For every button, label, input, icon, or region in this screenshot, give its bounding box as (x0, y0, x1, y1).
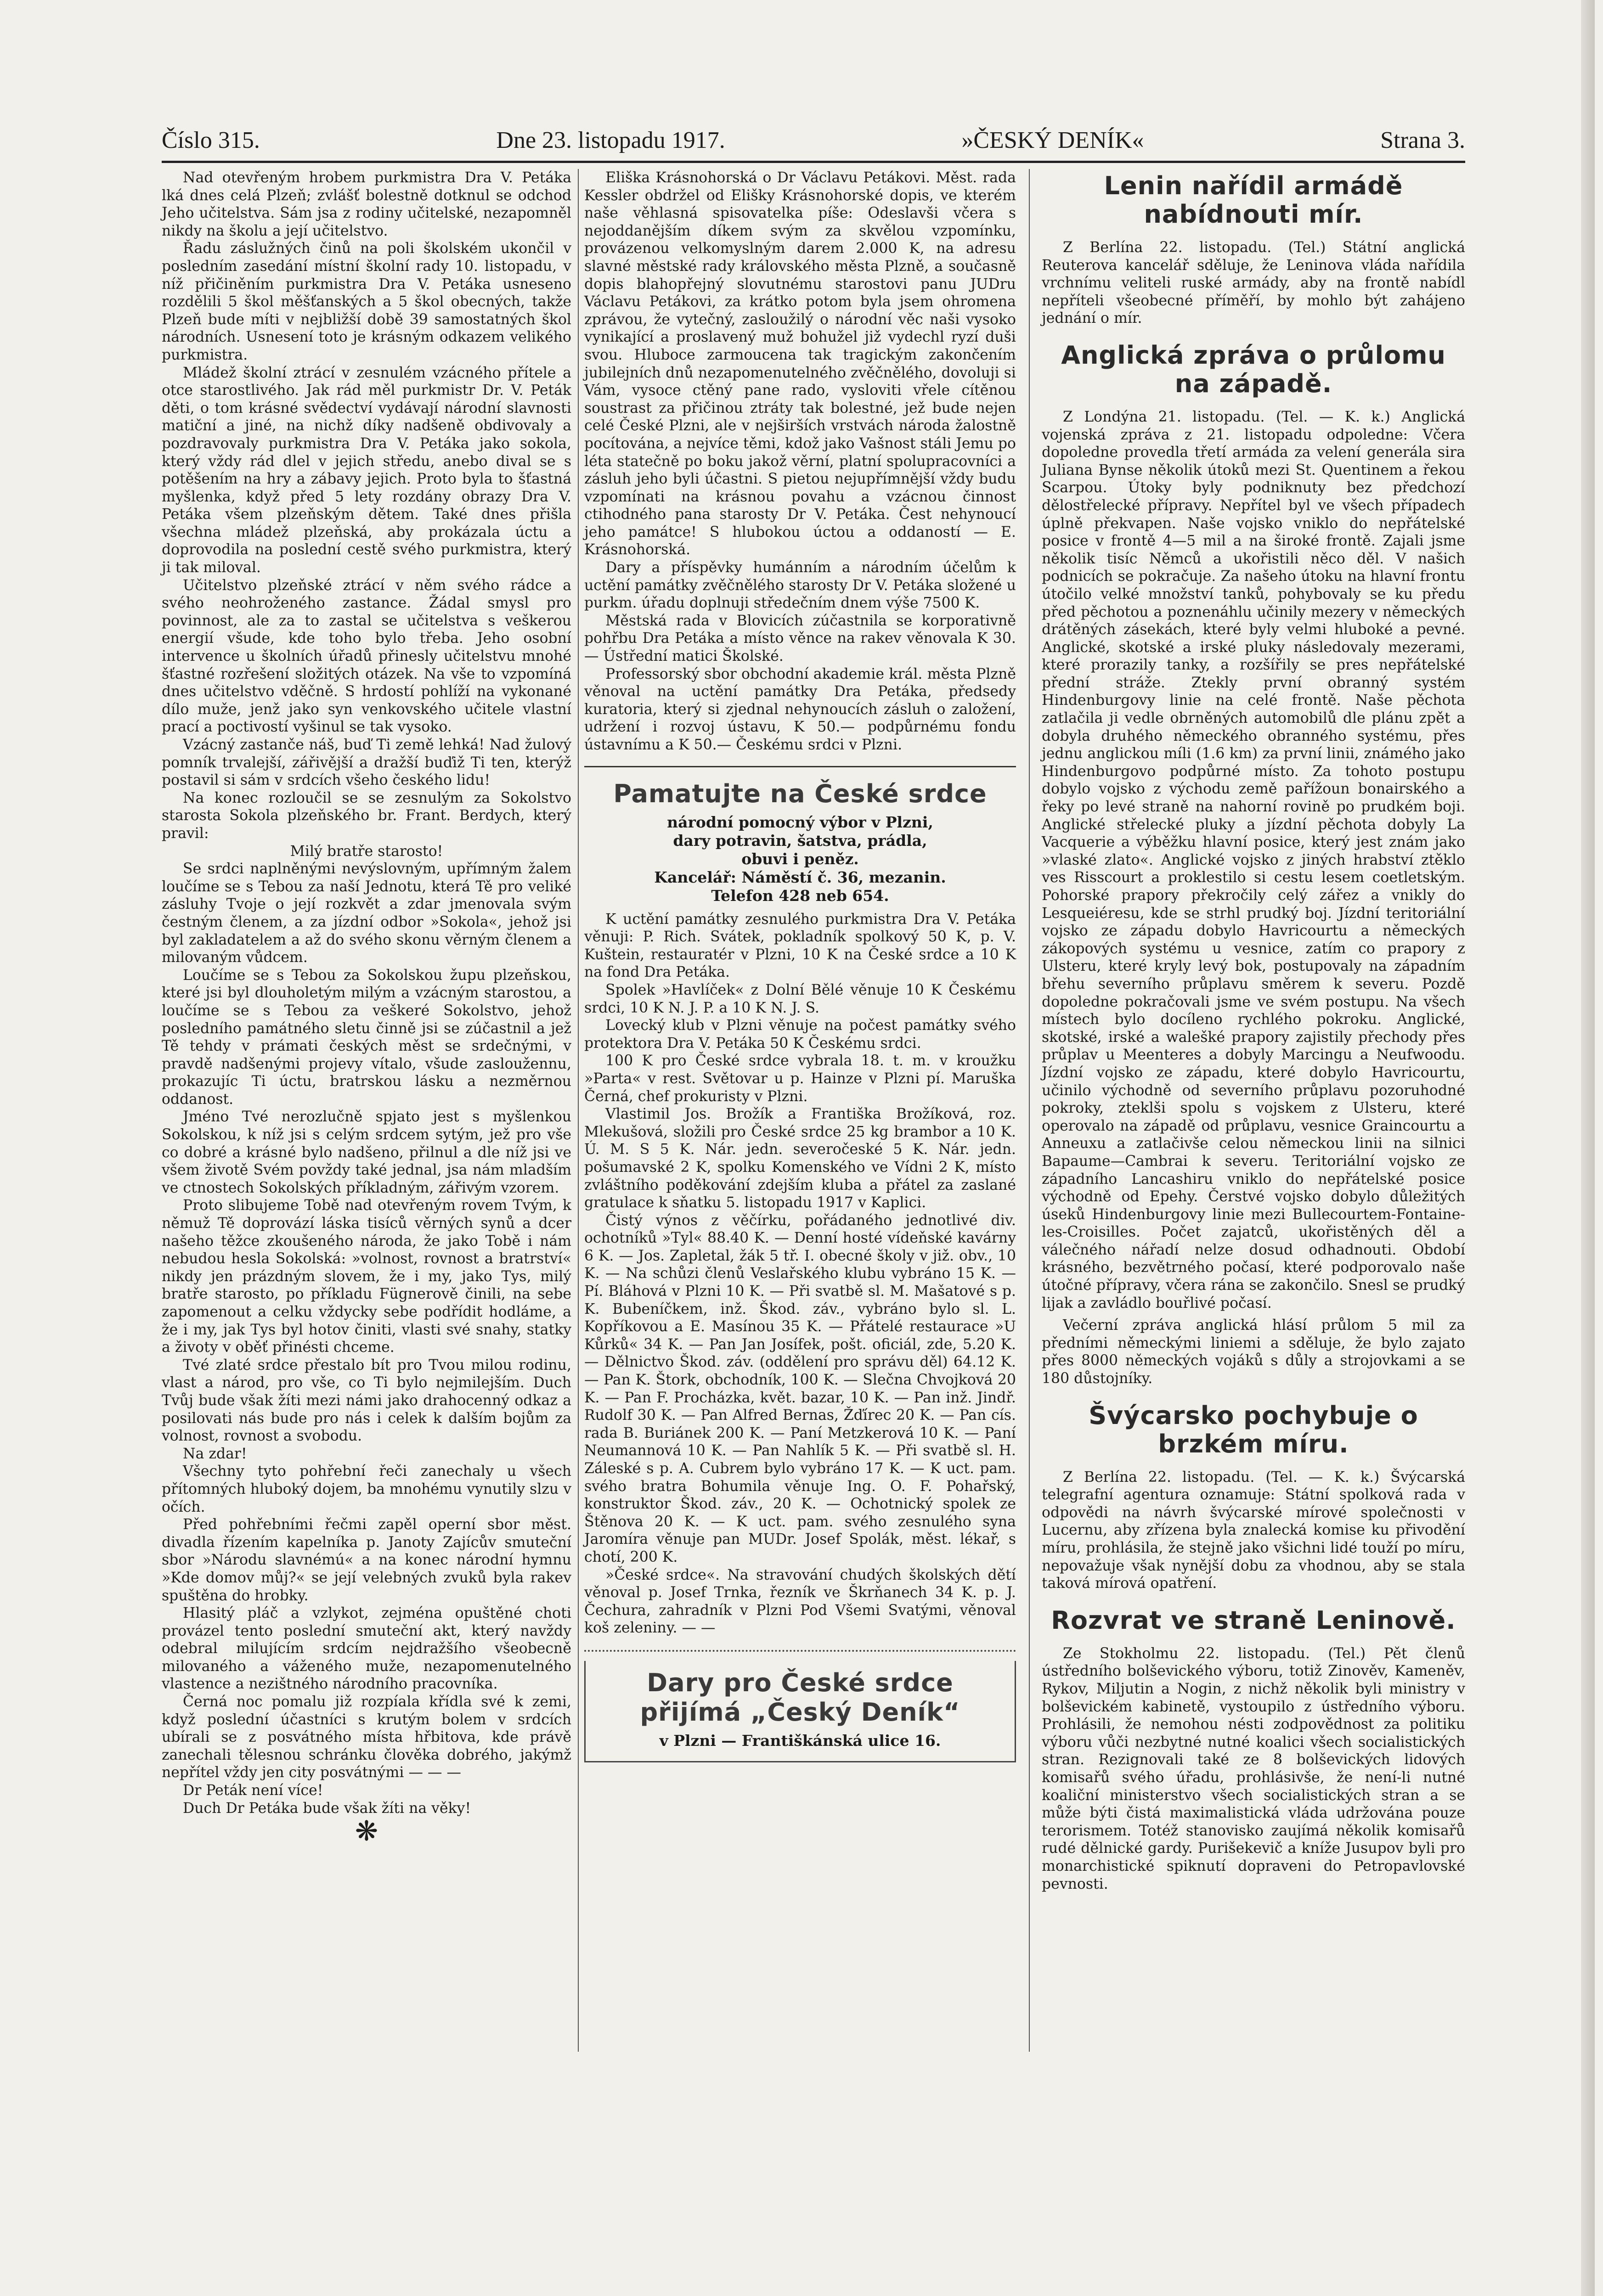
column-1 (162, 169, 571, 1848)
paragraph: »České srdce«. Na stravování chudých školských dětí věnoval p. Josef Trnka, řezník ve Škrňanech 34 K. p. J. Čechura, zahradník v Plzni Pod Všemi Svatými, věnoval koš zeleniny. — — (584, 1566, 1016, 1637)
notice-line: národní pomocný výbor v Plzni, (667, 813, 933, 831)
end-mark: ❋ (355, 1815, 378, 1848)
paragraph: Loučíme se s Tebou za Sokolskou župu plzeňskou, které jsi byl dlouholetým milým a vzácným starostou, a loučíme se s Tebou za veškeré Sokolstvo, jehož posledního památného sletu činně jsi se zúčastnil a jež Tě tehdy v prámati českých měst se srdečnými, v pravdě nadšenými projevy vítalo, všude zasloužennu, prokazujíc Ti úctu, bratrskou lásku a nezměrnou oddanost. (162, 967, 571, 1108)
ad-title: Dary pro České srdce (647, 1668, 954, 1697)
ad-rule (584, 1650, 1016, 1652)
headline: Švýcarsko pochybuje o brzkém míru. (1089, 1401, 1418, 1458)
notice-line: Kancelář: Náměstí č. 36, mezanin. (654, 868, 946, 886)
paragraph: Dr Peták není více! (183, 1782, 323, 1799)
issue-number: Číslo 315. (162, 127, 260, 153)
paper-name: »ČESKÝ DENÍK« (961, 127, 1144, 153)
notice-title: Pamatujte na České srdce (613, 779, 987, 808)
paragraph: Proto slibujeme Tobě nad otevřeným rovem Tvým, k němuž Tě doprovází láska tisíců věrných synů a dcer našeho těžce zkoušeného národa, že jako Tobě i nám nebudou hesla Sokolská: »volnost, rovnost a bratrství« nikdy jen prázdným slovem, že i my, jako Tys, milý bratře starosto, po příkladu Fügnerově činili, na sebe zapomenout a celku vždycky sebe podřídit hodláme, a že i my, jak Tys byl hotov činiti, vlasti své snahy, statky a životy v oběť přinésti chceme. (162, 1197, 571, 1356)
paragraph: Nad otevřeným hrobem purkmistra Dra V. Petáka lká dnes celá Plzeň; zvlášť bolestně dotknul se odchod Jeho učitelstva. Sám jsa z rodiny učitelské, nezapomněl nikdy na školu a její učitelstvo. (162, 169, 571, 239)
paragraph: Z Londýna 21. listopadu. (Tel. — K. k.) Anglická vojenská zpráva z 21. listopadu odpoledne: Včera dopoledne provedla třetí armáda za velení generála sira Juliana Bynse několik útoků mezi St. Quentinem a řekou Scarpou. Útoky byly podniknuty bez předchozí dělostřelecké přípravy. Nepřítel byl ve všech případech úplně překvapen. Naše vojsko vniklo do nepřátelské posice v frontě 4—5 mil a na široké frontě. Zajali jsme několik tisíc Němců a ukořistili něco děl. V našich podnicích se pokračuje. Za našeho útoku na hlavní frontu útočilo velké množství tanků, pohybovaly se ku předu před pěchotou a poznenáhlu učinily mezery v německých drátěných zásekách, které byly velmi hluboké a pevné. Anglické, skotské a irské pluky následovaly mezerami, které prorazily tanky, a rozšířily se pres nepřátelské přední stráže. Ztekly první obranný systém Hindenburgovy linie na celé frontě. Naše pěchota zatlačila ji vedle obrněných automobilů dle plánu zpět a dobyla druhého německého obranného systému, přes jednu anglickou míli (1.6 km) za první linii, známého jako Hindenburgovo podpůrné místo. Za tohoto postupu dobylo vojsko z východu země pařížoun bonairského a řeky po levé straně na nahorní rovině po prudkém boji. Anglické střelecké pluky a jízdní pěchota dobyly La Vacquerie a výběžku hlavní posice, který jest znám jako »vlaské zlato«. Anglické vojsko z jiných hrabství ztěklo ves Risscourt a proklestilo si cestu lesem coetletským. Pohorské prapory překročily celý zářez a vnikly do Lesqueiéresu, kde se strhl prudký boj. Jízdní teritoriální vojsko ze západu dobylo Havricourtu a německých zákopových systému u vesnice, zatím co prapory z Ulsteru, které kryly levý bok, postupovaly na západním břehu severního průplavu směrem k severu. Pozdě dopoledne pokračovali jsme ve svém postupu. Na všech místech bylo docíleno rychlého pokroku. Anglické, skotské, irské a walešké prapory zajistily přechody přes průplav u Meenteres a dobyly Marcingu a Neufwoodu. Jízdní vojsko ze západu, které dobylo Havricourtu, učinilo východně od severního průplavu pozoruhodné pokroky, zteklši spolu s vojskem z Ulsteru, které operovalo na západě od průplavu, vesnice Graincourtu a Anneuxu a zatlačivše celou německou linii na silnici Bapaume—Cambrai k severu. Teritoriální vojsko ze západního Lancashiru vniklo do nepřátelské posice východně od Epehy. Čerstvé vojsko dobylo důležitých úseků Hindenburgovy linie mezi Bullecourtem-Fontaine-les-Croisilles. Počet zajatců, ukořistěných děl a válečného nářadí nelze dosud odhadnouti. Období krásného, bezvětrného počasí, které podporovalo naše útočné přípravy, včera rána se zakončilo. Snesl se prudký lijak a zavládlo bouřlivé počasí. (1042, 408, 1465, 1311)
paragraph: Černá noc pomalu již rozpíala křídla své k zemi, když poslední účastníci s krutým bolem v srdcích ubírali se z posvátného místa hřbitova, kde právě zanechali tělesnou schránku člověka dobrého, jakýmž nepřítel vždy jen city posvátnými — — — (162, 1694, 571, 1781)
ad-title: přijímá „Český Deník“ (640, 1697, 960, 1727)
paragraph: Duch Dr Petáka bude však žíti na věky! (183, 1800, 471, 1817)
paragraph: Vlastimil Jos. Brožík a Františka Brožíková, roz. Mlekušová, složili pro České srdce 25 kg brambor a 10 K. Ú. M. S 5 K. Nár. jedn. severočeské 5 K. Nár. jedn. pošumavské 2 K, spolku Komenského ve Vídni 2 K, místo zvláštního poděkování zdejším kluba a přátel za zaslané gratulace k sňatku 5. listopadu 1917 v Kaplici. (584, 1106, 1016, 1211)
scan-edge (1581, 0, 1595, 2296)
headline: Rozvrat ve straně Leninově. (1051, 1605, 1456, 1635)
paragraph: Z Berlína 22. listopadu. (Tel. — K. k.) Švýcarská telegrafní agentura oznamuje: Státní spolková rada v odpovědi na návrh švýcarské mírové společnosti v Lucernu, aby zřízena byla znalecká komise ku přivodění míru, prohlásila, že stejně jako všichni lidé touží po míru, nepovažuje však nynější dobu za vhodnou, aby se stala taková mírová opatření. (1042, 1469, 1465, 1592)
column-2 (584, 169, 1016, 1762)
donation-ad (584, 1661, 1016, 1762)
paragraph: Před pohřebními řečmi zapěl operní sbor měst. divadla řízením kapelníka p. Janoty Zajícův smuteční sbor »Národu slavnémú« a na konec národní hymnu »Kde domov můj?« se její velebných zvuků byla rakev spuštěna do hrobky. (162, 1516, 571, 1604)
paragraph: Vzácný zastanče náš, buď Ti země lehká! Nad žulový pomník trvalejší, zářivější a dražší buďiž Ti ten, kterýž postavil si sám v srdcích všeho českého lidu! (162, 737, 571, 789)
paragraph: Se srdci naplněnými nevýslovným, upřímným žalem loučíme se s Tebou za naší Jednotu, která Tě pro veliké zásluhy Tvoje o její rozkvět a zdar jmenovala svým čestným členem, a za jízdní odbor »Sokola«, jehož jsi byl zakladatelem a až do svého skonu věrným členem a milovaným vůdcem. (162, 861, 571, 966)
section-rule (584, 766, 1016, 767)
paragraph: Eliška Krásnohorská o Dr Václavu Petákovi. Měst. rada Kessler obdržel od Elišky Krásnohorské dopis, ve kterém naše věhlasná spisovatelka píše: Odeslavši včera s nejoddanějším díkem svým za skvělou vzpomínku, provázenou velkomyslným darem 2.000 K, na adresu slavné městské rady královského města Plzně, a současně dopis blahopřejný slovutnému starostovi panu JUDru Václavu Petákovi, za krátko potom byla jsem ohromena zprávou, že vytečný, zasloužilý o národní věc naši vysoko vynikající a proslavený muž bohužel již vydechl ryzí duši svou. Hluboce zarmoucena tak tragickým zakončením jubilejních dnů nezapomenutelného zvěčnělého, dovoluji si Vám, vysoce ctěný pane rado, vysloviti vřele cítěnou soustrast za přičinou ztráty tak bolestné, jež bude nejen celé České Plzni, ale v nejširších vrstvách národa žalostně pocítována, a nejvíce těmi, kdož jako Vašnost stáli Jemu po léta statečně po boku jakož věrní, platní spolupracovníci a zásluh jeho byli účastni. S pietou nejupřímnější vždy budu vzpomínati na krásnou povahu a vzácnou činnost ctihodného pana starosty Dr V. Petáka. Čest nehynoucí jeho památce! S hlubokou úctou a oddaností — E. Krásnohorská. (584, 169, 1016, 558)
paragraph: Z Berlína 22. listopadu. (Tel.) Státní anglická Reuterova kancelář sděluje, že Leninova vláda nařídila vrchnímu veliteli ruské armády, aby na frontě nabídl nepříteli všeobecné příměří, by mohlo být zahájeno jednání o mír. (1042, 239, 1465, 327)
paragraph: Mládež školní ztrácí v zesnulém vzácného přítele a otce starostlivého. Jak rád měl purkmistr Dr. V. Peták děti, o tom krásné svědectví vydávají národní slavnosti matiční a jiné, na nichž díky nadšeně obdivovaly a pozdravovaly purkmistra Dra V. Petáka jako sokola, který vždy rád dlel v jejich středu, anebo dival se s potěšením na hry a zábavy jejich. Proto byla to šťastná myšlenka, když před 5 lety rozdány obrazy Dra V. Petáka všem plzeňským dětem. Také dnes přišla všechna mládež plzeňská, aby prokázala úctu a doprovodila na poslední cestě svého purkmistra, který ji tak miloval. (162, 364, 571, 576)
masthead (162, 127, 1465, 159)
paragraph: Professorský sbor obchodní akademie král. města Plzně věnoval na uctění památky Dra Petáka, předsedy kuratoria, který si zjednal nehynoucích zásluh o založení, udržení i rozvoj ústavu, K 50.— podpůrnému fondu ústavnímu a K 50.— Českému srdci v Plzni. (584, 665, 1016, 753)
salutation: Milý bratře starosto! (290, 843, 443, 860)
paragraph: Na zdar! (183, 1445, 247, 1462)
paragraph: Hlasitý pláč a vzlykot, zejména opuštěné choti provázel tento poslední smuteční akt, který navždy odebral milujícím srdcím nejdražšího všeobecně milovaného a váženého muže, nezapomenutelného vlastence a nezištného národního pracovníka. (162, 1605, 571, 1693)
notice-line: obuvi i peněz. (741, 850, 859, 868)
column-divider (578, 169, 579, 2052)
paragraph: Lovecký klub v Plzni věnuje na počest památky svého protektora Dra V. Petáka 50 K Českému srdci. (584, 1017, 1016, 1052)
paragraph: Tvé zlaté srdce přestalo bít pro Tvou milou rodinu, vlast a národ, pro vše, co Ti bylo nejmilejším. Duch Tvůj bude však žíti mezi námi jako drahocenný odkaz a posilovati nás bude pro nás i celek k dalším bojům za volnost, rovnost a svobodu. (162, 1356, 571, 1445)
issue-date: Dne 23. listopadu 1917. (496, 127, 725, 153)
ad-address: v Plzni — Františkánská ulice 16. (659, 1731, 941, 1750)
paragraph: Na konec rozloučil se se zesnulým za Sokolstvo starosta Sokola plzeňského br. Frant. Berdych, který pravil: (162, 789, 571, 842)
page-number: Strana 3. (1380, 127, 1465, 153)
paragraph: Spolek »Havlíček« z Dolní Bělé věnuje 10 K Českému srdci, 10 K N. J. P. a 10 K N. J. S. (584, 981, 1016, 1016)
paragraph: K uctění památky zesnulého purkmistra Dra V. Petáka věnuji: P. Rich. Svátek, pokladník spolkový 50 K, p. V. Kuštein, restauratér v Plzni, 10 K na České srdce a 10 K na fond Dra Petáka. (584, 911, 1016, 981)
headline: Anglická zpráva o průlomu na západě. (1061, 340, 1446, 398)
notice-line: dary potravin, šatstva, prádla, (673, 831, 927, 850)
paragraph: Večerní zpráva anglická hlásí průlom 5 mil za předními německými liniemi a sděluje, že bylo zajato přes 8000 německých vojáků s důly a strojovkami a se 180 důstojníky. (1042, 1317, 1465, 1387)
notice-line: Telefon 428 neb 654. (711, 886, 889, 905)
paragraph: Dary a příspěvky humánním a národním účelům k uctění památky zvěčnělého starosty Dr V. Petáka složené u purkm. úřadu doplnuji středečním dnem výše 7500 K. (584, 559, 1016, 612)
column-divider (1029, 169, 1030, 2052)
paragraph: Učitelstvo plzeňské ztrácí v něm svého rádce a svého neohroženého zastance. Žádal smysl pro povinnost, ale za to zastal se učitelstva s veškerou energií všude, kde toho bylo třeba. Jeho osobní intervence u školních úřadů přinesly učitelstvu mnohé šťastné rozřešení složitých otázek. Na vše to vzpomíná dnes učitelstvo vděčně. S hrdostí pohlíží na vykonané dílo muže, jenž jako syn venkovského učitele vlastní prací a poctivostí vyšinul se tak vysoko. (162, 577, 571, 736)
headline: Lenin nařídil armádě nabídnouti mír. (1104, 171, 1403, 229)
paragraph: 100 K pro České srdce vybrala 18. t. m. v kroužku »Parta« v rest. Světovar u p. Hainze v Plzni pí. Maruška Černá, chef prokuristy v Plzni. (584, 1052, 1016, 1105)
paragraph: Řadu záslužných činů na poli školském ukončil v posledním zasedání místní školní rady 10. listopadu, v níž přičiněním purkmistra Dra V. Petáka usneseno rozdělili 5 škol měšťanských a 5 škol obecných, takže Plzeň bude míti v nejbližší době 39 samostatných škol národních. Usnesení toto je krásným odkazem velikého purkmistra. (162, 240, 571, 363)
paragraph: Všechny tyto pohřební řeči zanechaly u všech přítomných hluboký dojem, ba mnohému vynutily slzu v očích. (162, 1463, 571, 1515)
paragraph: Ze Stokholmu 22. listopadu. (Tel.) Pět členů ústředního bolševického výboru, totiž Zinověv, Kameněv, Rykov, Miljutin a Nogin, z nichž několik byli ministry v bolševickém kabinetě, vystoupilo z ústředního výboru. Prohlásili, že nemohou nésti zodpovědnost za politiku výboru vůči nezbytné nutné koalici všech socialistických stran. Rezignovali také ze 8 bolševických lidových komisařů svého úřadu, prohlásivše, že není-li nutné koaliční ministerstvo všech socialistických stran a se může býti čistá maximalistická vláda udržována pouze terorismem. Totéž stanovisko zaujímá několik komisařů rudé dělnické gardy. Purišekevič a kníže Jusupov byli pro monarchistické spiknutí dopraveni do Petropavlovské pevnosti. (1042, 1645, 1465, 1892)
paragraph: Jméno Tvé nerozlučně spjato jest s myšlenkou Sokolskou, k níž jsi s celým srdcem sytým, jež pro vše co dobré a krásné bylo nadšeno, přilnul a dle níž jsi ve všem životě Svém povždy také jednal, jsa nám mladším ve ctnostech Sokolských příkladným, zářivým vzorem. (162, 1109, 571, 1196)
masthead-rule (162, 161, 1465, 163)
paragraph: Městská rada v Blovicích zúčastnila se korporativně pohřbu Dra Petáka a místo věnce na rakev věnovala K 30.— Ústřední matici Školské. (584, 612, 1016, 665)
column-3 (1042, 169, 1465, 1893)
paragraph: Čistý výnos z věčírku, pořádaného jednotlivé div. ochotníků »Tyl« 88.40 K. — Denní hosté vídeňské kavárny 6 K. — Jos. Zapletal, žák 5 tř. I. obecné školy v již. obv., 10 K. — Na schůzi členů Veslařského klubu vybráno 15 K. — Pí. Bláhová v Plzni 10 K. — Při svatbě sl. M. Mašatové s p. K. Bubeníčkem, inž. Škod. záv., vybráno bylo sl. L. Kopříkovou a E. Masínou 35 K. — Přátelé restaurace »U Kůrků« 34 K. — Pan Jan Josífek, pošt. oficiál, zde, 5.20 K. — Dělnictvo Škod. záv. (oddělení pro správu děl) 64.12 K. — Pan K. Štork, obchodník, 100 K. — Slečna Chvojková 20 K. — Pan F. Procházka, květ. bazar, 10 K. — Pan inž. Jindř. Rudolf 30 K. — Pan Alfred Bernas, Žďírec 20 K. — Pan cís. rada B. Buriánek 200 K. — Paní Metzkerová 10 K. — Paní Neumannová 10 K. — Pan Nahlík 5 K. — Při svatbě sl. H. Záleské s p. A. Cubrem bylo vybráno 17 K. — K uct. pam. svého bratra Bohumila věnuje Ing. O. F. Pohařský, konstruktor Škod. záv., 20 K. — Ochotnický spolek ze Štěnova 20 K. — K uct. pam. svého zesnulého syna Jaromíra věnuje pan MUDr. Josef Spolák, měst. lékař, s chotí, 200 K. (584, 1212, 1016, 1565)
